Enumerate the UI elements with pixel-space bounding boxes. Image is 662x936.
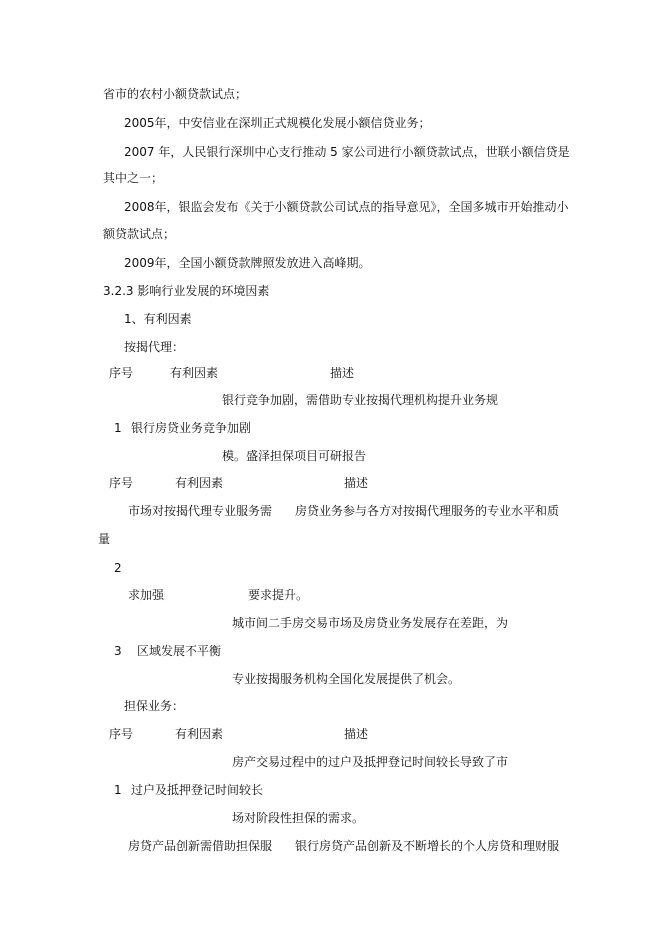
- label-guarantee-business: 担保业务：: [124, 699, 185, 713]
- table-cell: 量: [98, 532, 111, 546]
- table-cell: 房贷产品创新需借助担保服: [128, 839, 273, 853]
- table-header-seq: 序号: [109, 727, 134, 741]
- table-cell: 要求提升。: [248, 588, 309, 602]
- paragraph-2007-line2: 其中之一；: [103, 171, 164, 185]
- paragraph-2005: 2005年，中安信业在深圳正式规模化发展小额信贷业务；: [124, 116, 431, 130]
- table-header-seq: 序号: [109, 366, 134, 380]
- table-header-seq: 序号: [109, 476, 134, 490]
- paragraph-2008-line2: 额贷款试点；: [103, 227, 176, 241]
- table-header-factor: 有利因素: [170, 366, 219, 380]
- table-cell: 3: [114, 644, 122, 658]
- table-cell: 过户及抵押登记时间较长: [131, 783, 264, 797]
- table-header-desc: 描述: [330, 366, 355, 380]
- table-header-factor: 有利因素: [175, 476, 224, 490]
- table-cell: 专业按揭服务机构全国化发展提供了机会。: [232, 672, 461, 686]
- section-heading: 3.2.3 影响行业发展的环境因素: [103, 284, 270, 298]
- table-cell: 求加强: [128, 588, 165, 602]
- paragraph-2007-line1: 2007 年，人民银行深圳中心支行推动 5 家公司进行小额贷款试点，世联小额信贷是: [124, 145, 570, 159]
- paragraph-2008-line1: 2008年，银监会发布《关于小额贷款公司试点的指导意见》，全国多城市开始推动小: [124, 200, 569, 214]
- table-cell: 市场对按揭代理专业服务需: [128, 504, 273, 518]
- table-cell: 1: [114, 783, 122, 797]
- table-cell: 模。盛泽担保项目可研报告: [222, 449, 367, 463]
- table-cell: 银行房贷业务竞争加剧: [131, 421, 252, 435]
- label-mortgage-agency: 按揭代理：: [124, 340, 185, 354]
- table-cell: 区域发展不平衡: [137, 644, 222, 658]
- table-cell: 银行竞争加剧，需借助专业按揭代理机构提升业务规: [222, 393, 499, 407]
- paragraph-2009: 2009年，全国小额贷款牌照发放进入高峰期。: [124, 256, 371, 270]
- table-cell: 2: [114, 561, 122, 575]
- table-header-desc: 描述: [344, 727, 369, 741]
- table-cell: 房贷业务参与各方对按揭代理服务的专业水平和质: [295, 504, 560, 518]
- table-cell: 1: [114, 421, 122, 435]
- table-cell: 城市间二手房交易市场及房贷业务发展存在差距，为: [232, 616, 509, 630]
- table-header-factor: 有利因素: [175, 727, 224, 741]
- table-cell: 房产交易过程中的过户及抵押登记时间较长导致了市: [232, 755, 509, 769]
- table-header-desc: 描述: [344, 476, 369, 490]
- paragraph-rural-pilot: 省市的农村小额贷款试点；: [103, 87, 248, 101]
- subsection-favorable-factors: 1、有利因素: [124, 312, 192, 326]
- table-cell: 银行房贷产品创新及不断增长的个人房贷和理财服: [295, 839, 560, 853]
- table-cell: 场对阶段性担保的需求。: [232, 811, 365, 825]
